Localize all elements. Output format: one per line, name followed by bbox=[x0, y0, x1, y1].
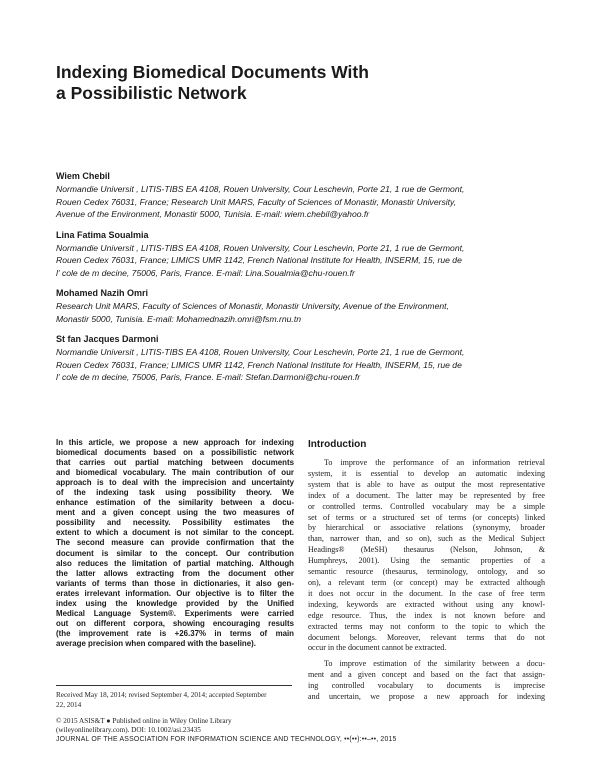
author-block bbox=[56, 287, 556, 325]
abstract-line: The second measure can provide confirmation that the bbox=[56, 538, 294, 548]
copyright-line: (wileyonlinelibrary.com). DOI: 10.1002/asi.23435 bbox=[56, 726, 201, 735]
affiliation-line: Normandie Universit , LITIS-TIBS EA 4108, Rouen University, Cour Leschevin, Porte 21, 1 rue de Germont, bbox=[56, 242, 465, 253]
author-name: Mohamed Nazih Omri bbox=[56, 288, 149, 298]
affiliation-line: Avenue of the Environment, Monastir 5000, Tunisia. E-mail: wiem.chebil@yahoo.fr bbox=[56, 209, 370, 219]
abstract-line: document is similar to the concept. Our contribution bbox=[56, 548, 294, 558]
body-line: extracted terms may not conform to the topic to which the bbox=[308, 621, 545, 631]
abstract-line: that carries out partial matching between documents bbox=[56, 458, 294, 468]
abstract-line: and biomedical vocabulary. The main contribution of our bbox=[56, 468, 294, 478]
title-line: a Possibilistic Network bbox=[56, 83, 247, 103]
author-block bbox=[56, 229, 556, 280]
abstract-line: ment and a given concept using the two measures of bbox=[56, 508, 294, 518]
body-line: ing controlled vocabulary to documents is imprecise bbox=[308, 681, 545, 691]
abstract-line: biomedical documents based on a possibilistic network bbox=[56, 448, 294, 458]
body-line: set of terms or a structured set of terms (or concepts) linked bbox=[308, 512, 545, 522]
received-dates-line: Received May 18, 2014; revised September 4, 2014; accepted September bbox=[56, 691, 267, 699]
body-line: system that is able to have as output the most representative bbox=[308, 479, 545, 489]
affiliation-line: l' cole de m decine, 75006, Paris, France. E-mail: Stefan.Darmoni@chu-rouen.fr bbox=[56, 372, 361, 382]
body-line: occur in the document cannot be extracted. bbox=[308, 643, 447, 653]
affiliation-line: Normandie Universit , LITIS-TIBS EA 4108, Rouen University, Cour Leschevin, Porte 21, 1 rue de Germont, bbox=[56, 347, 465, 357]
author-block bbox=[56, 333, 556, 384]
body-line: index of a document. The latter may be represented by free bbox=[308, 490, 545, 500]
abstract-line: extent to which a document is not similar to the concept. bbox=[56, 528, 294, 538]
abstract-line: (the improvement rate is +26.37% in terms of main bbox=[56, 628, 294, 638]
abstract-line: also reduces the limitation of partial matching. Although bbox=[56, 558, 294, 568]
abstract bbox=[56, 438, 294, 649]
journal-footer: JOURNAL OF THE ASSOCIATION FOR INFORMATION SCIENCE AND TECHNOLOGY, ••(••):••–••, 2015 bbox=[56, 736, 397, 743]
abstract-line: erates irrelevant information. Our objective is to filter the bbox=[56, 588, 294, 598]
abstract-line: approach is to deal with the imprecision and uncertainty bbox=[56, 478, 294, 488]
abstract-line: In this article, we propose a new approach for indexing bbox=[56, 438, 294, 447]
author-name: Wiem Chebil bbox=[56, 171, 110, 181]
author-affiliation bbox=[56, 346, 556, 384]
body-line: To improve estimation of the similarity between a docu- bbox=[324, 659, 545, 669]
copyright-line: © 2015 ASIS&T ● Published online in Wiley Online Library bbox=[56, 716, 232, 725]
author-affiliation bbox=[56, 242, 556, 280]
body-line: system, it is essential to develop an automatic indexing bbox=[308, 468, 545, 478]
abstract-line: of the indexing task using possibility theory. We bbox=[56, 488, 294, 498]
affiliation-line: Research Unit MARS, Faculty of Sciences of Monastir, Monastir University, Avenue of the Environment, bbox=[56, 301, 449, 311]
author-name: Lina Fatima Soualmia bbox=[56, 229, 149, 240]
body-line: than, narrower than, and so on), such as the Medical Subject bbox=[308, 534, 545, 544]
affiliation-line: Rouen Cedex 76031, France; LIMICS UMR 1142, French National Institute for Health, INSERM, 15, rue de bbox=[56, 255, 462, 265]
body-line: To improve the performance of an information retrieval bbox=[324, 458, 545, 467]
body-line: edge resource. Thus, the index is not known before and bbox=[308, 610, 545, 620]
body-line: semantic resource (thesaurus, terminology, ontology, and so bbox=[308, 567, 545, 577]
body-line: it does not occur in the document. In the case of free term bbox=[308, 588, 545, 598]
body-line: Humphreys, 2001). Using the semantic properties of a bbox=[308, 556, 545, 566]
affiliation-line: l' cole de m decine, 75006, Paris, France. E-mail: Lina.Soualmia@chu-rouen.fr bbox=[56, 267, 355, 278]
body-line: ment and a given concept and based on the fact that assign- bbox=[308, 670, 545, 680]
introduction-body bbox=[308, 458, 545, 703]
abstract-line: possibility and necessity. Possibility estimates the bbox=[56, 518, 294, 528]
affiliation-line: Rouen Cedex 76031, France; Research Unit MARS, Faculty of Sciences of Monastir, Monastir University, bbox=[56, 196, 457, 207]
section-heading-introduction: Introduction bbox=[308, 439, 367, 450]
abstract-line: average precision when compared with the baseline). bbox=[56, 638, 256, 648]
abstract-line: variants of terms than those in dictionaries, it also gen- bbox=[56, 578, 294, 588]
abstract-line: the latter allows extracting from the document other bbox=[56, 568, 294, 578]
body-line: on), a relevant term (or concept) may be extracted although bbox=[308, 577, 545, 587]
body-line: document belongs. Moreover, relevant terms that do not bbox=[308, 632, 545, 642]
footnotes bbox=[56, 691, 296, 736]
author-list bbox=[56, 170, 556, 392]
abstract-line: enhance estimation of the similarity between a docu- bbox=[56, 498, 294, 508]
author-affiliation bbox=[56, 300, 556, 325]
author-name: St fan Jacques Darmoni bbox=[56, 334, 159, 344]
author-block bbox=[56, 170, 556, 221]
body-line: indexing, keywords are extracted without using any knowl- bbox=[308, 599, 545, 609]
body-line: and uncertain, we propose a new approach for indexing bbox=[308, 692, 545, 702]
body-line: or controlled terms. Controlled vocabulary may be a simple bbox=[308, 501, 545, 511]
abstract-line: index using the knowledge provided by the Unified bbox=[56, 598, 294, 608]
affiliation-line: Normandie Universit , LITIS-TIBS EA 4108, Rouen University, Cour Leschevin, Porte 21, 1 rue de Germont, bbox=[56, 184, 465, 194]
author-affiliation bbox=[56, 183, 556, 221]
abstract-line: out on different corpora, showing encouraging results bbox=[56, 618, 294, 628]
title-line: Indexing Biomedical Documents With bbox=[56, 62, 369, 82]
received-dates-line: 22, 2014 bbox=[56, 700, 82, 709]
affiliation-line: Monastir 5000, Tunisia. E-mail: Mohamednazih.omri@fsm.rnu.tn bbox=[56, 313, 301, 324]
paper-title bbox=[56, 62, 536, 104]
body-line: Headings® (MeSH) thesaurus (Nelson, Johnson, & bbox=[308, 545, 545, 555]
affiliation-line: Rouen Cedex 76031, France; LIMICS UMR 1142, French National Institute for Health, INSERM, 15, rue de bbox=[56, 359, 462, 370]
abstract-line: Medical Language System®. Experiments were carried bbox=[56, 608, 294, 618]
body-line: by hierarchical or associative relations (synonymy, broader bbox=[308, 523, 545, 533]
footnote-divider bbox=[56, 685, 292, 686]
